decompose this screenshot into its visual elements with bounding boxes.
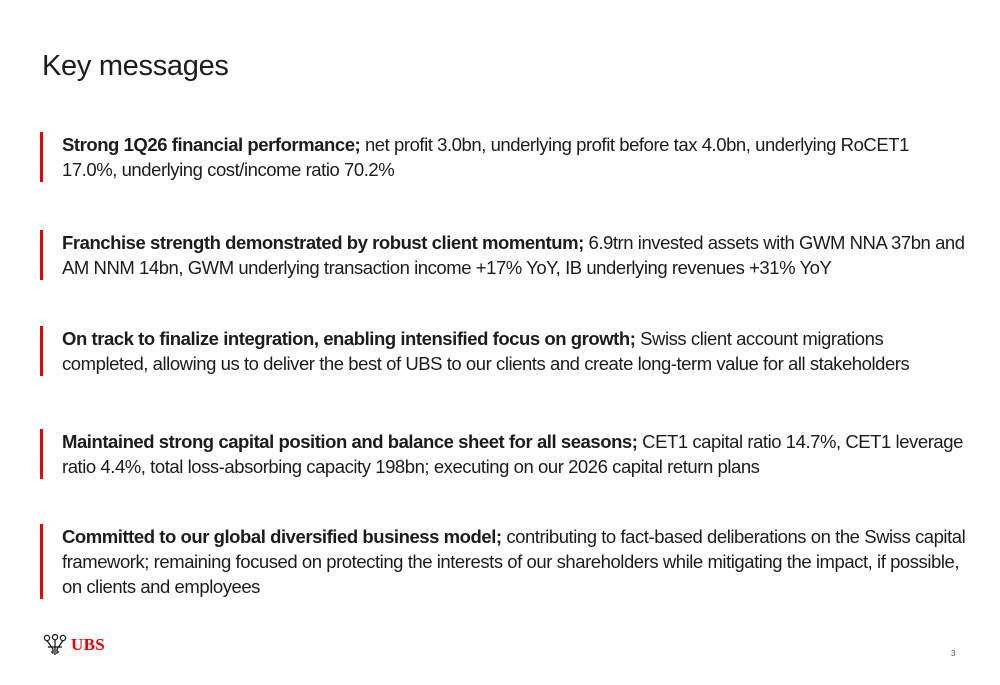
page-number: 3 xyxy=(951,649,956,658)
message-headline: Strong 1Q26 financial performance; xyxy=(62,134,361,155)
message-headline: On track to finalize integration, enabling intensified focus on growth; xyxy=(62,328,636,349)
key-message xyxy=(40,326,968,376)
message-detail: 6.9trn invested assets with GWM NNA 37bn and AM NNM 14bn, GWM underlying transaction income +17% YoY, IB underlying revenues +31% YoY xyxy=(62,232,965,278)
key-message xyxy=(40,230,968,280)
message-headline: Maintained strong capital position and balance sheet for all seasons; xyxy=(62,431,638,452)
message-headline: Franchise strength demonstrated by robust client momentum; xyxy=(62,232,584,253)
page-title: Key messages xyxy=(42,50,229,82)
ubs-logo xyxy=(42,634,105,656)
message-detail: contributing to fact-based deliberations on the Swiss capital framework; remaining focused on protecting the interests of our shareholders while mitigating the impact, if possible, on clients and employees xyxy=(62,526,966,597)
message-headline: Committed to our global diversified business model; xyxy=(62,526,502,547)
message-detail: net profit 3.0bn, underlying profit before tax 4.0bn, underlying RoCET1 17.0%, underlying cost/income ratio 70.2% xyxy=(62,134,909,180)
key-message xyxy=(40,132,968,182)
key-message xyxy=(40,524,968,599)
key-message xyxy=(40,429,968,479)
message-detail: Swiss client account migrations completed, allowing us to deliver the best of UBS to our clients and create long-term value for all stakeholders xyxy=(62,328,910,374)
message-detail: CET1 capital ratio 14.7%, CET1 leverage ratio 4.4%, total loss-absorbing capacity 198bn; executing on our 2026 capital return plans xyxy=(62,431,963,477)
ubs-keys-icon xyxy=(42,634,68,656)
logo-text: UBS xyxy=(71,635,105,654)
